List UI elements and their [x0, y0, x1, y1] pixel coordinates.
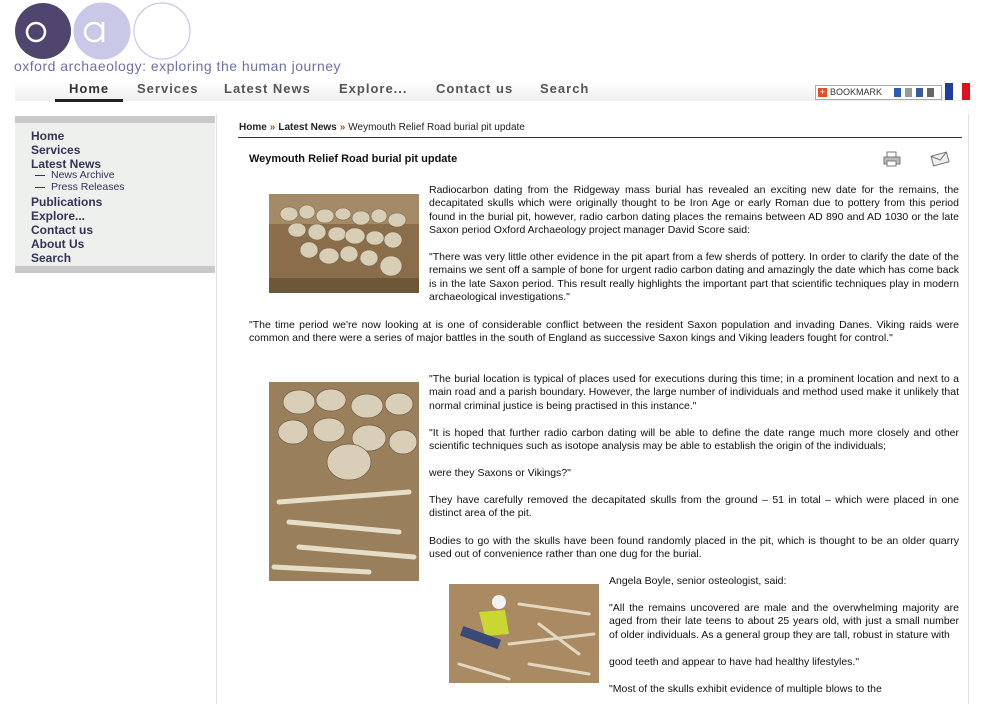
sidebar-item-search[interactable]: Search	[31, 251, 72, 265]
sidebar-dash	[35, 187, 45, 188]
article-paragraph: Radiocarbon dating from the Ridgeway mass burial has revealed an exciting new date for the remains, the decapitated skulls which were originally thought to be Iron Age or early Roman due to pottery from this period found in the burial pit, however, radio carbon dating places the remains between AD 890 and AD 1030 or the late Saxon period Oxford Archaeology project manager David Score said:	[429, 184, 959, 237]
breadcrumb-home[interactable]: Home	[239, 122, 267, 133]
flag-icon[interactable]	[945, 83, 970, 100]
page-title: Weymouth Relief Road burial pit update	[249, 153, 458, 165]
article-paragraph: Angela Boyle, senior osteologist, said:	[609, 575, 787, 587]
sidebar-item-home[interactable]: Home	[31, 129, 65, 143]
bookmark-label: BOOKMARK	[830, 87, 883, 97]
article-paragraph: They have carefully removed the decapitated skulls from the ground – 51 in total – which were placed in one distinct area of the pit.	[429, 494, 959, 520]
chevron-right-icon: »	[269, 122, 276, 133]
oxford-archaeology-logo[interactable]	[14, 2, 204, 60]
bookmark-icon: +	[819, 87, 826, 97]
sidebar-dash	[35, 175, 45, 176]
sidebar-item-services[interactable]: Services	[31, 143, 81, 157]
nav-contact-us[interactable]: Contact us	[436, 81, 514, 96]
chevron-right-icon: »	[339, 122, 346, 133]
article-paragraph: "It is hoped that further radio carbon dating will be able to define the date range much more closely and other scientific techniques such as isotope analysis may be able to establish the origin of the individuals;	[429, 427, 959, 453]
breadcrumb-divider	[238, 137, 962, 138]
skulls-photo	[269, 194, 419, 293]
nav-latest-news[interactable]: Latest News	[224, 81, 311, 96]
sidebar-item-about-us[interactable]: About Us	[31, 237, 85, 251]
print-icon[interactable]	[883, 151, 901, 167]
article-paragraph: good teeth and appear to have had healthy lifestyles."	[609, 656, 860, 668]
article-paragraph: "Most of the skulls exhibit evidence of multiple blows to the	[609, 683, 882, 695]
article-paragraph: Bodies to go with the skulls have been found randomly placed in the pit, which is thought to be an older quarry used out of convenience rather than one dug for the burial.	[429, 535, 959, 561]
sidebar	[15, 123, 215, 266]
breadcrumb-latest-news[interactable]: Latest News	[278, 122, 337, 133]
nav-home[interactable]: Home	[55, 81, 123, 102]
article-paragraph: were they Saxons or Vikings?"	[429, 467, 571, 479]
nav-services[interactable]: Services	[137, 81, 199, 96]
article-paragraph: "All the remains uncovered are male and the overwhelming majority are aged from their late teens to about 25 years old, with just a small number of older individuals. As a general group they are tall, robust in stature with	[609, 602, 959, 641]
digg-icon	[905, 88, 912, 97]
email-icon[interactable]	[930, 151, 950, 167]
facebook-icon	[916, 88, 923, 97]
osteologist-photo	[449, 584, 599, 683]
sidebar-item-press-releases[interactable]: Press Releases	[51, 181, 125, 193]
sidebar-item-news-archive[interactable]: News Archive	[51, 169, 115, 181]
sidebar-bottom-rule	[15, 266, 215, 273]
bookmark-button[interactable]	[815, 85, 942, 100]
delicious-icon	[894, 88, 901, 97]
more-icon	[927, 88, 934, 97]
sidebar-item-explore[interactable]: Explore...	[31, 209, 86, 223]
skeletons-photo	[269, 382, 419, 581]
sidebar-item-publications[interactable]: Publications	[31, 195, 103, 209]
article-paragraph: "There was very little other evidence in the pit apart from a few sherds of pottery. In order to clarify the date of the remains we sent off a sample of bone for urgent radio carbon dating and amazingly the date which has come back is in the late Saxon period. This result really highlights the important part that scientific techniques play in modern archaeological investigations."	[429, 251, 959, 304]
site-tagline: oxford archaeology: exploring the human journey	[14, 58, 342, 74]
breadcrumb	[239, 122, 525, 133]
nav-search[interactable]: Search	[540, 81, 590, 96]
nav-explore[interactable]: Explore...	[339, 81, 408, 96]
sidebar-top-rule	[15, 116, 215, 123]
sidebar-item-latest-news[interactable]: Latest News	[31, 157, 102, 171]
article-paragraph: "The time period we're now looking at is one of considerable conflict between the resident Saxon population and invading Danes. Viking raids were common and there were a series of major battles in the south of England as successive Saxon kings and Viking leaders fought for control."	[249, 319, 959, 345]
breadcrumb-current: Weymouth Relief Road burial pit update	[348, 122, 525, 133]
article-paragraph: "The burial location is typical of places used for executions during this time; in a prominent location and next to a main road and a parish boundary. However, the large number of individuals and method used make it unlikely that normal criminal justice is being practised in this instance."	[429, 373, 959, 412]
sidebar-item-contact-us[interactable]: Contact us	[31, 223, 94, 237]
